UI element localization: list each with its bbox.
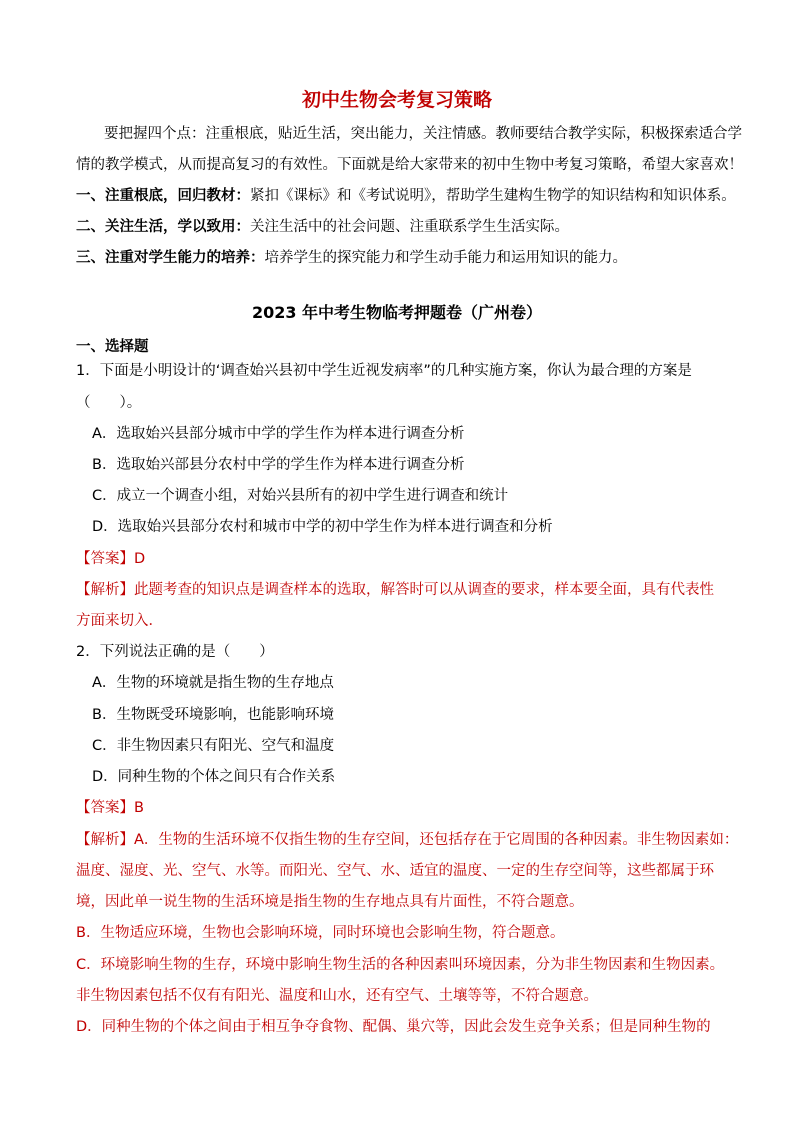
answer-value: D [134, 551, 146, 567]
answer-value: B [134, 800, 144, 816]
q2-analysis-line-3: 境，因此单一说生物的生活环境是指生物的生存地点具有片面性，不符合题意。 [76, 894, 584, 910]
point-text: 紧扣《课标》和《考试说明》，帮助学生建构生物学的知识结构和知识体系。 [250, 188, 736, 204]
strategy-point-2 [76, 217, 569, 237]
intro-line-2: 情的教学模式，从而提高复习的有效性。下面就是给大家带来的初中生物中考复习策略，希望大家喜欢！ [76, 157, 743, 173]
analysis-text: A．生物的生活环境不仅指生物的生存空间，还包括存在于它周围的各种因素。非生物因素如： [134, 832, 739, 848]
analysis-text: 此题考查的知识点是调查样本的选取，解答时可以从调查的要求，样本要全面，具有代表性 [134, 582, 714, 598]
q2-option-d: D．同种生物的个体之间只有合作关系 [92, 769, 336, 785]
point-heading: 一、注重根底，回归教材： [76, 188, 250, 204]
analysis-tag: 【解析】 [76, 832, 134, 848]
answer-tag: 【答案】 [76, 800, 134, 816]
q2-analysis-line-1 [76, 830, 738, 850]
point-text: 培养学生的探究能力和学生动手能力和运用知识的能力。 [264, 250, 627, 266]
q2-analysis-line-4: B．生物适应环境，生物也会影响环境，同时环境也会影响生物，符合题意。 [76, 925, 565, 941]
q1-analysis-line-2: 方面来切入． [76, 613, 163, 629]
strategy-title: 初中生物会考复习策略 [301, 89, 492, 111]
answer-tag: 【答案】 [76, 551, 134, 567]
q2-analysis-line-2: 温度、湿度、光、空气、水等。而阳光、空气、水、适宜的温度、一定的生存空间等，这些都属于环 [76, 863, 714, 879]
q1-analysis-line-1 [76, 580, 714, 600]
q2-answer [76, 798, 144, 818]
q2-option-c: C．非生物因素只有阳光、空气和温度 [92, 738, 335, 754]
q1-option-b: B．选取始兴部县分农村中学的学生作为样本进行调查分析 [92, 457, 465, 473]
q2-analysis-line-5: C．环境影响生物的生存，环境中影响生物生活的各种因素叫环境因素，分为非生物因素和生物因素。 [76, 957, 725, 973]
q2-option-a: A．生物的环境就是指生物的生存地点 [92, 675, 334, 691]
q1-option-a: A．选取始兴县部分城市中学的学生作为样本进行调查分析 [92, 426, 465, 442]
q2-analysis-line-7: D．同种生物的个体之间由于相互争夺食物、配偶、巢穴等，因此会发生竞争关系；但是同种生物的 [76, 1019, 711, 1035]
q2-option-b: B．生物既受环境影响，也能影响环境 [92, 707, 334, 723]
strategy-point-3 [76, 248, 627, 268]
q1-stem-line-2: （ ）。 [76, 395, 142, 411]
q1-option-c: C．成立一个调查小组，对始兴县所有的初中学生进行调查和统计 [92, 488, 509, 504]
section-heading: 一、选择题 [76, 339, 149, 355]
point-heading: 三、注重对学生能力的培养： [76, 250, 265, 266]
q2-analysis-line-6: 非生物因素包括不仅有有阳光、温度和山水，还有空气、土壤等等，不符合题意。 [76, 988, 598, 1004]
q2-stem: 2．下列说法正确的是（ ） [76, 644, 274, 660]
exam-title: 2023 年中考生物临考押题卷（广州卷） [251, 303, 543, 322]
intro-line-1: 要把握四个点：注重根底，贴近生活，突出能力，关注情感。教师要结合教学实际，积极探索适合学 [104, 126, 742, 142]
point-heading: 二、关注生活，学以致用： [76, 219, 250, 235]
q1-stem-line-1: 1．下面是小明设计的‘调查始兴县初中学生近视发病率”的几种实施方案，你认为最合理的方案是 [76, 363, 692, 379]
q1-option-d: D．选取始兴县部分农村和城市中学的初中学生作为样本进行调查和分析 [92, 519, 553, 535]
strategy-point-1 [76, 186, 736, 206]
point-text: 关注生活中的社会问题、注重联系学生生活实际。 [250, 219, 569, 235]
analysis-tag: 【解析】 [76, 582, 134, 598]
q1-answer [76, 549, 145, 569]
